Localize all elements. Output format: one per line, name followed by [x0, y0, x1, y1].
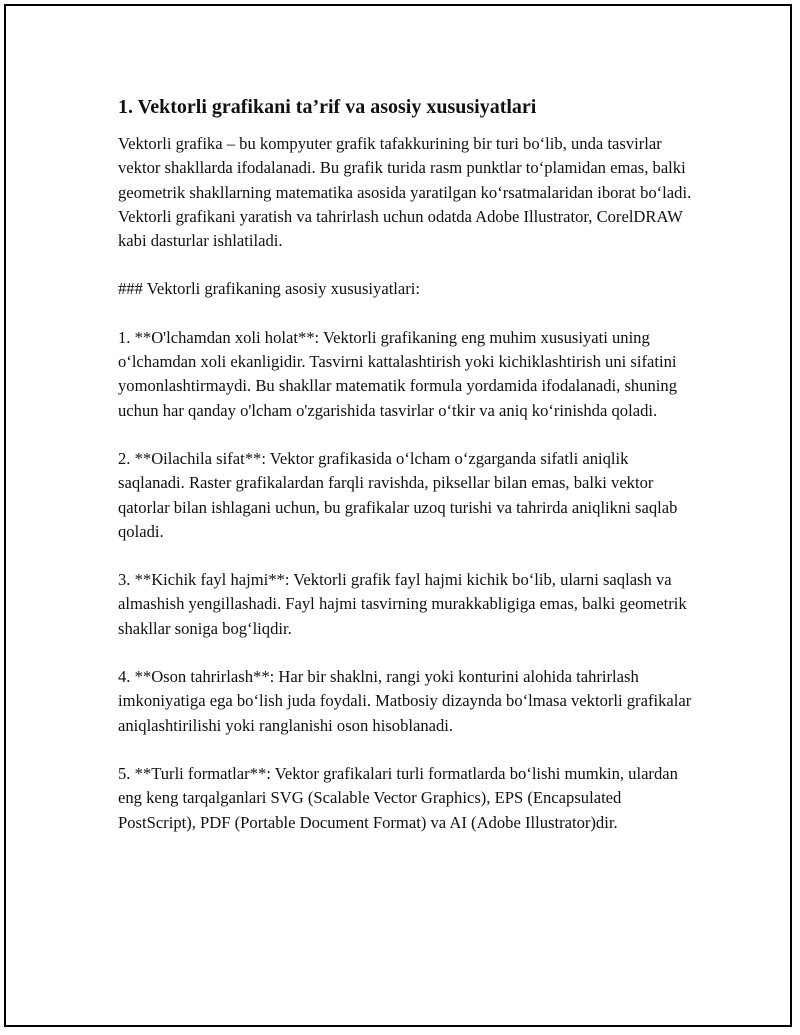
- section-heading: ### Vektorli grafikaning asosiy xususiyatlari:: [118, 279, 421, 299]
- feature-item: 1. **O'lchamdan xoli holat**: Vektorli grafikaning eng muhim xususiyati uning o‘lchamdan xoli ekanligidir. Tasvirni kattalashtirish yoki kichiklashtirish uni sifatini yomonlashtirmaydi. Bu shakllar matematik formula yordamida ifodalanadi, shuning uchun har qanday o'lcham o'zgarishida tasvirlar o‘tkir va aniq ko‘rinishda qoladi.: [118, 327, 677, 420]
- feature-item: 3. **Kichik fayl hajmi**: Vektorli grafik fayl hajmi kichik bo‘lib, ularni saqlash va almashish yengillashadi. Fayl hajmi tasvirning murakkabligiga emas, balki geometrik shakllar soniga bog‘liqdir.: [118, 570, 687, 638]
- feature-item: 2. **Oilachila sifat**: Vektor grafikasida o‘lcham o‘zgarganda sifatli aniqlik saqlanadi. Raster grafikalardan farqli ravishda, piksellar bilan emas, balki vektor qatorlar bilan ishlagani uchun, bu grafikalar uzoq turishi va tahrirda aniqlikni saqlab qoladi.: [118, 448, 678, 541]
- feature-item: 4. **Oson tahrirlash**: Har bir shaklni, rangi yoki konturini alohida tahrirlash imkoniyatiga ega bo‘lish juda foydali. Matbosiy dizaynda bo‘lmasa vektorli grafikalar aniqlashtirilishi yoki ranglanishi oson hisoblanadi.: [118, 667, 692, 735]
- feature-item: 5. **Turli formatlar**: Vektor grafikalari turli formatlarda bo‘lishi mumkin, ulardan eng keng tarqalganlari SVG (Scalable Vector Graphics), EPS (Encapsulated PostScript), PDF (Portable Document Format) va AI (Adobe Illustrator)dir.: [118, 763, 678, 832]
- document-title: 1. Vektorli grafikani ta’rif va asosiy xususiyatlari: [118, 96, 537, 118]
- document-body: [118, 94, 698, 859]
- intro-paragraph: Vektorli grafika – bu kompyuter grafik tafakkurining bir turi bo‘lib, unda tasvirlar vektor shakllarda ifodalanadi. Bu grafik turida rasm punktlar to‘plamidan emas, balki geometrik shakllarning matematika asosida yaratilgan ko‘rsatmalaridan iborat bo‘ladi. Vektorli grafikani yaratish va tahrirlash uchun odatda Adobe Illustrator, CorelDRAW kabi dasturlar ishlatiladi.: [118, 134, 692, 251]
